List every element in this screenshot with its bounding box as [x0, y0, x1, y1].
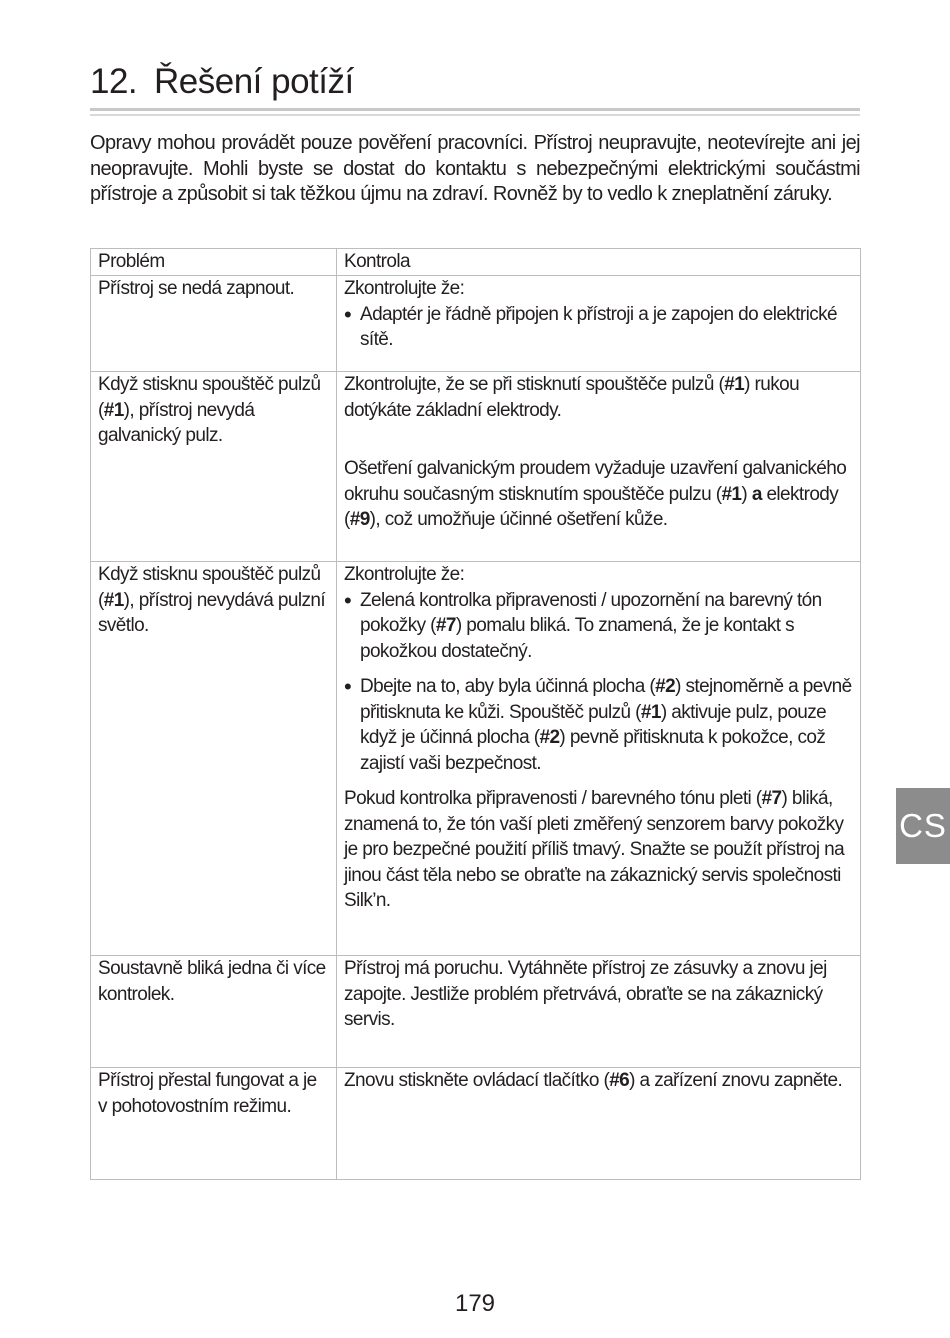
language-tab: CS: [896, 788, 950, 864]
check-intro: Zkontrolujte že:: [344, 564, 465, 585]
check-intro: Zkontrolujte že:: [344, 278, 465, 299]
page-number: 179: [454, 1290, 496, 1317]
problem-text: Přístroj přestal fungovat a je v pohotovostním režimu.: [98, 1070, 317, 1117]
bullet-item: • Zelená kontrolka připravenosti / upozornění na barevný tón pokožky (#7) pomalu bliká. To znamená, že je kontakt s pokožkou dostatečný.: [344, 588, 854, 665]
check-cell: [337, 372, 861, 562]
table-row: [91, 1068, 861, 1180]
table-row: [91, 956, 861, 1068]
intro-paragraph: Opravy mohou provádět pouze pověření pracovníci. Přístroj neupravujte, neotevírejte ani jej neopravujte. Mohli byste se dostat do kontaktu s nebezpečnými elektrickými součástmi přístroje a způsobit si tak těžkou újmu na zdraví. Rovněž by to vedlo k zneplatnění záruky.: [90, 132, 860, 205]
check-paragraph: Zkontrolujte, že se při stisknutí spouštěče pulzů (#1) rukou dotýkáte základní elektrody.: [344, 374, 800, 421]
problem-text: Když stisknu spouštěč pulzů (#1), přístroj nevydává pulzní světlo.: [98, 564, 326, 636]
table-row: [91, 372, 861, 562]
heading-rule-secondary: [90, 114, 860, 116]
check-paragraph: Pokud kontrolka připravenosti / barevného tónu pleti (#7) bliká, znamená to, že tón vaší pleti změřený senzorem barvy pokožky je pro bezpečné použití příliš tmavý. Snažte se použít přístroj na jinou část těla nebo se obraťte na zákaznický servis společnosti Silk’n.: [344, 788, 845, 911]
header-check: Kontrola: [337, 249, 861, 276]
table-header-row: [91, 249, 861, 276]
problem-text: Přístroj se nedá zapnout.: [98, 278, 295, 299]
section-title: Řešení potíží: [154, 62, 354, 101]
problem-cell: [91, 372, 337, 562]
check-cell: [337, 562, 861, 956]
troubleshooting-table: [90, 248, 861, 1180]
problem-cell: [91, 276, 337, 372]
problem-cell: [91, 562, 337, 956]
problem-cell: [91, 956, 337, 1068]
problem-cell: [91, 1068, 337, 1180]
check-cell: [337, 276, 861, 372]
table-row: [91, 562, 861, 956]
header-problem: Problém: [91, 249, 337, 276]
bullet-item: • Dbejte na to, aby byla účinná plocha (#2) stejnoměrně a pevně přitisknuta ke kůži. Spouštěč pulzů (#1) aktivuje pulz, pouze když je účinná plocha (#2) pevně přitisknuta k pokožce, což zajistí vaši bezpečnost.: [344, 674, 854, 776]
check-cell: [337, 1068, 861, 1180]
check-cell: [337, 956, 861, 1068]
bullet-item: • Adaptér je řádně připojen k přístroji a je zapojen do elektrické sítě.: [344, 302, 854, 353]
heading-rule: [90, 108, 860, 111]
check-paragraph: Znovu stiskněte ovládací tlačítko (#6) a zařízení znovu zapněte.: [344, 1070, 843, 1091]
check-paragraph: Přístroj má poruchu. Vytáhněte přístroj ze zásuvky a znovu jej zapojte. Jestliže problém přetrvává, obraťte se na zákaznický servis.: [344, 958, 827, 1030]
table-row: [91, 276, 861, 372]
check-paragraph: Ošetření galvanickým proudem vyžaduje uzavření galvanického okruhu současným stisknutím spouštěče pulzu (#1) a elektrody (#9), což umožňuje účinné ošetření kůže.: [344, 458, 847, 530]
problem-text: Když stisknu spouštěč pulzů (#1), přístroj nevydá galvanický pulz.: [98, 374, 321, 446]
problem-text: Soustavně bliká jedna či více kontrolek.: [98, 958, 326, 1005]
section-number: 12.: [90, 62, 138, 101]
section-heading: [90, 62, 860, 102]
